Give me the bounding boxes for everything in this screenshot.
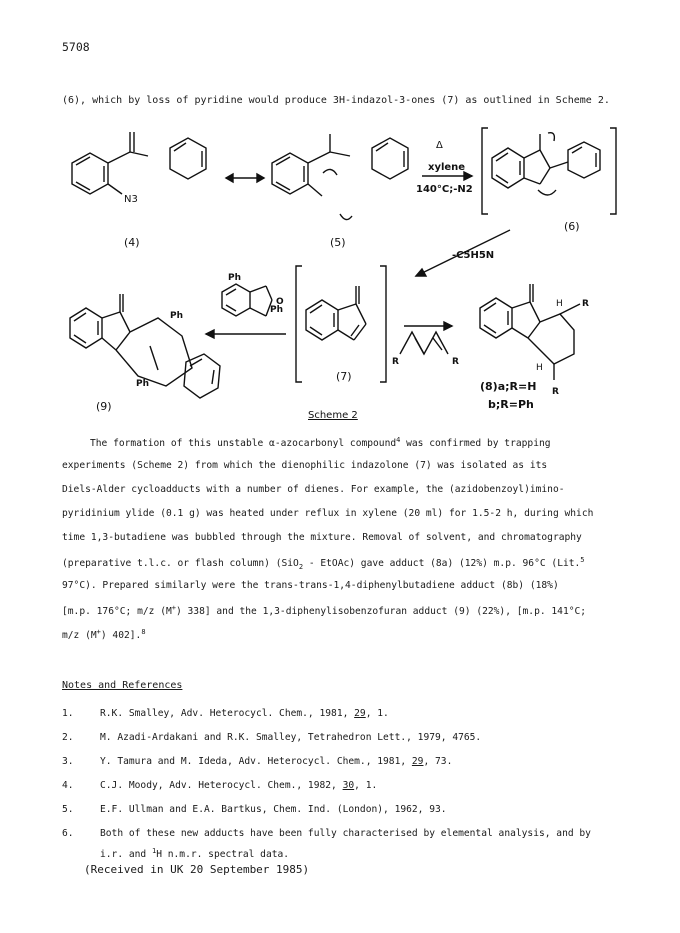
h-label: H <box>536 363 543 373</box>
scheme-2-figure <box>40 118 660 428</box>
compound-9-label: (9) <box>96 400 112 413</box>
scheme-caption: Scheme 2 <box>308 410 358 421</box>
reference-number: 1. <box>62 708 74 719</box>
ref-sup-5: 5 <box>580 556 585 564</box>
para-line-1: The formation of this unstable α-azocarbonyl compound <box>90 438 397 450</box>
reference-text: E.F. Ullman and E.A. Bartkus, Chem. Ind. (London), 1962, 93. <box>100 804 447 815</box>
para-line-6: (preparative t.l.c. or flash column) (SiO <box>62 558 299 570</box>
r-label: R <box>582 299 589 309</box>
compound-8-label: (8)a;R=H <box>480 380 537 393</box>
reference-item <box>62 756 622 767</box>
reference-volume: 29 <box>411 756 424 767</box>
reference-number: 3. <box>62 756 74 767</box>
para-line-7: 97°C). Prepared similarly were the trans-trans-1,4-diphenylbutadiene adduct (8b) (18%) <box>62 580 559 591</box>
reference-number: 4. <box>62 780 74 791</box>
reference-text: C.J. Moody, Adv. Heterocycl. Chem., 1982, <box>100 780 343 791</box>
para-line-9: m/z (M <box>62 630 97 642</box>
reference-item <box>62 828 622 860</box>
received-date: (Received in UK 20 September 1985) <box>84 863 310 876</box>
n3-label: N3 <box>124 194 138 205</box>
reference-text: M. Azadi-Ardakani and R.K. Smalley, Tetrahedron Lett., 1979, 4765. <box>100 732 482 743</box>
para-line-3: Diels-Alder cycloadducts with a number of dienes. For example, the (azidobenzoyl)imino- <box>62 484 565 495</box>
conditions-label: 140°C;-N2 <box>416 184 473 195</box>
para-line-2: experiments (Scheme 2) from which the dienophilic indazolone (7) was isolated as its <box>62 460 548 471</box>
para-line-4: pyridinium ylide (0.1 g) was heated under reflux in xylene (20 ml) for 1.5-2 h, during which <box>62 508 594 519</box>
phenyl-label: Ph <box>228 273 242 283</box>
compound-7-structure <box>296 266 386 382</box>
h-label: H <box>556 299 563 309</box>
reference-continuation <box>62 847 622 860</box>
para-line-8-tail: ) 338] and the 1,3-diphenylisobenzofuran adduct (9) (22%), [m.p. 141°C; <box>175 606 587 618</box>
compound-4-structure <box>72 132 206 194</box>
reference-text: i.r. and <box>100 849 152 861</box>
loss-pyridine-label: -C5H5N <box>452 250 495 261</box>
reference-tail: H n.m.r. spectral data. <box>156 849 290 861</box>
heat-symbol: Δ <box>436 140 443 151</box>
reference-item <box>62 804 622 815</box>
compound-4-label: (4) <box>124 236 140 249</box>
phenyl-label: Ph <box>270 305 284 315</box>
xylene-label: xylene <box>428 162 466 173</box>
charge-sup: + <box>171 604 176 612</box>
nmr-sup: 1 <box>151 847 157 855</box>
phenyl-label: Ph <box>136 379 150 389</box>
ref-sup-8: 8 <box>141 628 146 636</box>
notes-heading: Notes and References <box>62 680 183 691</box>
reference-number: 5. <box>62 804 74 815</box>
reference-volume: 30 <box>342 780 355 791</box>
compound-5-structure <box>272 134 408 220</box>
reference-tail: , 1. <box>354 780 378 791</box>
para-line-1-tail: was confirmed by trapping <box>400 438 551 450</box>
reference-text: Y. Tamura and M. Ideda, Adv. Heterocycl. Chem., 1981, <box>100 756 412 767</box>
compound-7-label: (7) <box>336 370 352 383</box>
compound-8b-label: b;R=Ph <box>488 398 534 411</box>
isobenzofuran-structure <box>222 284 272 316</box>
reference-item <box>62 780 622 791</box>
diene-structure <box>400 332 448 354</box>
page-number: 5708 <box>62 40 90 54</box>
r-label: R <box>392 357 399 367</box>
para-line-6-tail: - EtOAc) gave adduct (8a) (12%) m.p. 96°C (Lit. <box>303 558 581 570</box>
r-label: R <box>552 387 559 397</box>
para-line-9-tail: ) 402]. <box>100 630 142 642</box>
phenyl-label: Ph <box>170 311 184 321</box>
reference-number: 2. <box>62 732 74 743</box>
r-label: R <box>452 357 459 367</box>
reference-tail: , 73. <box>423 756 453 767</box>
compound-6-label: (6) <box>564 220 580 233</box>
reference-tail: , 1. <box>365 708 389 719</box>
para-line-8: [m.p. 176°C; m/z (M <box>62 606 172 618</box>
reference-item <box>62 708 622 719</box>
compound-5-label: (5) <box>330 236 346 249</box>
reference-text: R.K. Smalley, Adv. Heterocycl. Chem., 1981, <box>100 708 355 719</box>
reference-volume: 29 <box>354 708 366 719</box>
ref-sup-4: 4 <box>396 436 401 444</box>
oxygen-label: O <box>276 297 284 307</box>
sio2-subscript: 2 <box>298 563 304 572</box>
reference-text: Both of these new adducts have been fully characterised by elemental analysis, and by <box>100 828 591 839</box>
compound-6-structure <box>482 128 616 214</box>
compound-8-structure <box>480 284 580 380</box>
intro-text: (6), which by loss of pyridine would produce 3H-indazol-3-ones (7) as outlined in Scheme 2. <box>62 95 610 106</box>
reference-number: 6. <box>62 828 74 839</box>
reference-item <box>62 732 622 743</box>
charge-sup: + <box>96 628 101 636</box>
para-line-5: time 1,3-butadiene was bubbled through the mixture. Removal of solvent, and chromatography <box>62 532 582 543</box>
